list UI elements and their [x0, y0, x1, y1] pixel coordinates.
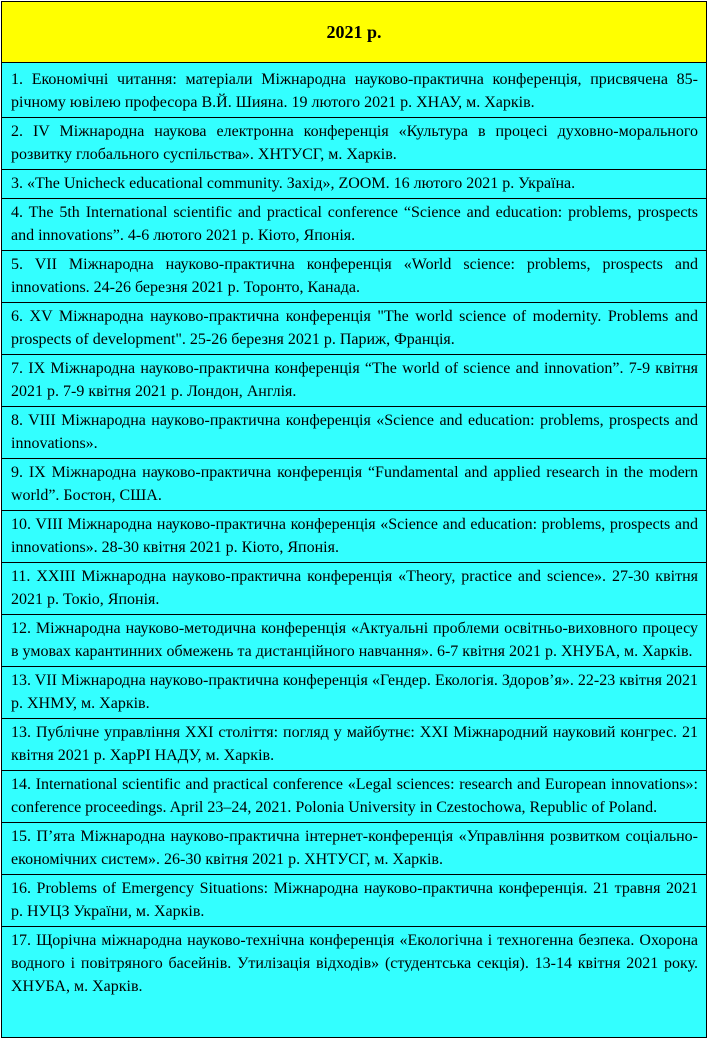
list-item: 13. Публічне управління XXI століття: погляд у майбутнє: XXI Міжнародний науковий конгрес. 21 квітня 2021 р. ХарРІ НАДУ, м. Харків. [2, 719, 706, 771]
list-item: 9. IX Міжнародна науково-практична конференція “Fundamental and applied research in the modern world”. Бостон, США. [2, 459, 706, 511]
list-item: 17. Щорічна міжнародна науково-технічна конференція «Екологічна і техногенна безпека. Охорона водного і повітряного басейнів. Утилізація відходів» (студентська секція). 13-14 квітня 2021 року. ХНУБА, м. Харків. [11, 932, 698, 995]
list-item: 10. VIII Міжнародна науково-практична конференція «Science and education: problems, prospects and innovations». 28-30 квітня 2021 р. Кіото, Японія. [2, 511, 706, 563]
list-item: 1. Економічні читання: матеріали Міжнародна науково-практична конференція, присвячена 85-річному ювілею професора В.Й. Шияна. 19 лютого 2021 р. ХНАУ, м. Харків. [2, 66, 706, 118]
list-item: 2. IV Міжнародна наукова електронна конференція «Культура в процесі духовно-морального розвитку глобального суспільства». ХНТУСГ, м. Харків. [2, 118, 706, 170]
list-item: 5. VII Міжнародна науково-практична конференція «World science: problems, prospects and innovations. 24-26 березня 2021 р. Торонто, Канада. [2, 251, 706, 303]
list-item: 4. The 5th International scientific and practical conference “Science and education: problems, prospects and innovations”. 4-6 лютого 2021 р. Кіото, Японія. [2, 199, 706, 251]
list-item: 16. Problems of Emergency Situations: Міжнародна науково-практична конференція. 21 травня 2021 р. НУЦЗ України, м. Харків. [2, 875, 706, 927]
list-item: 14. International scientific and practical conference «Legal sciences: research and European innovations»: conference proceedings. April 23–24, 2021. Polonia University in Czestochowa, Republic of Poland. [2, 771, 706, 823]
conference-list [2, 63, 706, 1037]
year-title: 2021 р. [326, 21, 382, 42]
year-header [2, 2, 706, 63]
list-item: 11. XXIII Міжнародна науково-практична конференція «Theory, practice and science». 27-30 квітня 2021 р. Токіо, Японія. [2, 563, 706, 615]
list-item: 15. П’ята Міжнародна науково-практична інтернет-конференція «Управління розвитком соціально-економічних систем». 26-30 квітня 2021 р. ХНТУСГ, м. Харків. [2, 823, 706, 875]
list-item: 12. Міжнародна науково-методична конференція «Актуальні проблеми освітньо-виховного процесу в умовах карантинних обмежень та дистанційного навчання». 6-7 квітня 2021 р. ХНУБА, м. Харків. [2, 615, 706, 667]
list-item: 8. VIII Міжнародна науково-практична конференція «Science and education: problems, prospects and innovations». [2, 407, 706, 459]
list-item: 7. IX Міжнародна науково-практична конференція “The world of science and innovation”. 7-9 квітня 2021 р. 7-9 квітня 2021 р. Лондон, Англія. [2, 355, 706, 407]
list-item: 3. «The Unicheck educational community. Захід», ZOOM. 16 лютого 2021 р. Україна. [2, 170, 706, 199]
list-item: 13. VII Міжнародна науково-практична конференція «Гендер. Екологія. Здоров’я». 22-23 квітня 2021 р. ХНМУ, м. Харків. [2, 667, 706, 719]
conference-table [1, 1, 707, 1038]
list-item: 6. XV Міжнародна науково-практична конференція "The world science of modernity. Problems and prospects of development". 25-26 березня 2021 р. Париж, Франція. [2, 303, 706, 355]
